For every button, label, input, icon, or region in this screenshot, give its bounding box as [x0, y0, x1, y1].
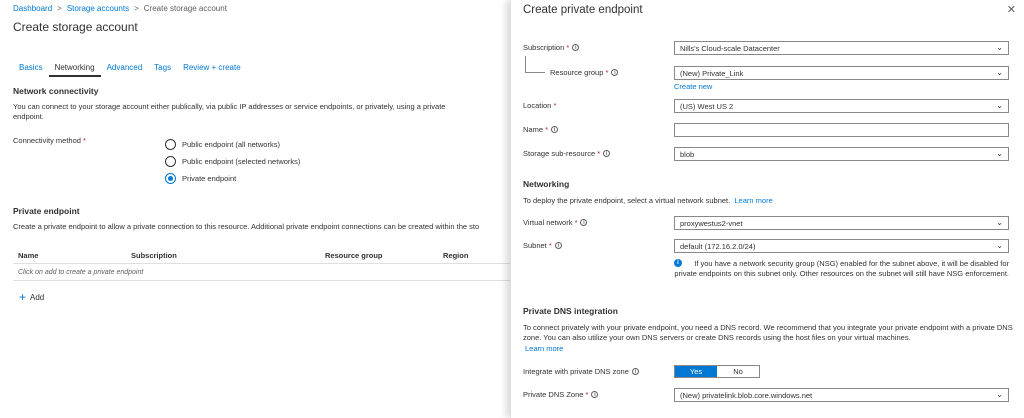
close-icon[interactable]: ✕: [1006, 4, 1016, 16]
networking-description: To deploy the private endpoint, select a virtual network subnet. Learn more: [523, 196, 773, 205]
breadcrumb-current: Create storage account: [143, 4, 227, 13]
tab-networking[interactable]: Networking: [49, 63, 101, 77]
info-icon[interactable]: i: [580, 219, 587, 226]
breadcrumb-separator: >: [57, 4, 62, 13]
info-icon[interactable]: i: [591, 391, 598, 398]
info-icon[interactable]: i: [603, 150, 610, 157]
subnet-dropdown[interactable]: [674, 239, 1009, 253]
tree-connector: [525, 56, 526, 72]
dropdown-value: (New) Private_Link: [680, 68, 744, 78]
info-icon[interactable]: i: [551, 126, 558, 133]
radio-label: Private endpoint: [182, 174, 237, 183]
private-dns-description: To connect privately with your private endpoint, you need a DNS record. We recommend that you integrate your private endpoint with a private DNS zone. You can also utilize your own DNS servers or create DNS records using the host files on your virtual machines.: [523, 323, 1013, 342]
dropdown-value: (US) West US 2: [680, 101, 734, 111]
chevron-down-icon: ⌄: [996, 101, 1003, 110]
virtual-network-label: Virtual network * i: [523, 218, 587, 227]
create-new-link[interactable]: Create new: [674, 82, 713, 91]
breadcrumb-dashboard[interactable]: Dashboard: [13, 4, 53, 13]
radio-circle-selected[interactable]: [165, 173, 176, 184]
add-label: Add: [30, 292, 45, 302]
radio-label: Public endpoint (selected networks): [182, 157, 301, 166]
info-icon[interactable]: i: [632, 368, 639, 375]
info-icon[interactable]: i: [555, 242, 562, 249]
radio-public-all[interactable]: [165, 136, 300, 153]
column-header-region: Region: [443, 251, 469, 260]
chevron-down-icon: ⌄: [996, 241, 1003, 250]
dropdown-value: proxywestus2-vnet: [680, 218, 743, 228]
radio-circle[interactable]: [165, 156, 176, 167]
network-connectivity-description: You can connect to your storage account either publically, via public IP addresses or service endpoints, or privately, using a private endpoint.: [13, 102, 446, 121]
table-empty-row: Click on add to create a private endpoint: [13, 264, 510, 281]
networking-title: Networking: [523, 179, 570, 189]
location-dropdown[interactable]: [674, 99, 1009, 113]
info-icon[interactable]: i: [572, 44, 579, 51]
radio-private-endpoint[interactable]: [165, 170, 300, 187]
required-mark: *: [83, 136, 86, 145]
name-input[interactable]: [674, 123, 1009, 137]
dns-learn-more-link[interactable]: Learn more: [525, 344, 564, 353]
dropdown-value: Nills's Cloud-scale Datacenter: [680, 43, 780, 53]
learn-more-link[interactable]: Learn more: [734, 196, 773, 205]
tab-review-create[interactable]: Review + create: [183, 63, 241, 72]
chevron-down-icon: ⌄: [996, 390, 1003, 399]
dropdown-value: default (172.16.2.0/24): [680, 241, 756, 251]
tree-connector: [525, 72, 545, 73]
resource-group-label: Resource group * i: [550, 68, 618, 77]
dropdown-value: (New) privatelink.blob.core.windows.net: [680, 390, 813, 400]
breadcrumb-separator: >: [134, 4, 139, 13]
subnet-label: Subnet * i: [523, 241, 562, 250]
column-header-name: Name: [18, 251, 39, 260]
panel-title: Create private endpoint: [523, 4, 643, 16]
radio-label: Public endpoint (all networks): [182, 140, 280, 149]
virtual-network-dropdown[interactable]: [674, 216, 1009, 230]
tab-tags[interactable]: Tags: [154, 63, 172, 72]
page-title: Create storage account: [13, 20, 138, 34]
dropdown-value: blob: [680, 149, 695, 159]
add-private-endpoint-button[interactable]: [19, 292, 44, 302]
private-endpoint-title: Private endpoint: [13, 206, 80, 216]
radio-circle[interactable]: [165, 139, 176, 150]
nsg-warning-text: If you have a network security group (NSG) enabled for the subnet above, it will be disabled for private endpoints on this subnet only. Other resources on the subnet will still have NSG enforcement.: [674, 259, 1009, 278]
table-header: [13, 248, 510, 264]
subscription-dropdown[interactable]: [674, 41, 1009, 55]
toggle-yes[interactable]: Yes: [675, 366, 717, 377]
tab-basics[interactable]: Basics: [19, 63, 43, 72]
connectivity-method-radios: [165, 136, 300, 187]
info-filled-icon: i: [674, 259, 682, 267]
connectivity-method-label: Connectivity method *: [13, 136, 86, 145]
private-dns-zone-dropdown[interactable]: [674, 388, 1009, 402]
location-label: Location *: [523, 101, 557, 110]
toggle-no[interactable]: No: [733, 367, 743, 376]
info-icon[interactable]: i: [611, 69, 618, 76]
integrate-dns-toggle[interactable]: [674, 365, 760, 378]
column-header-resource-group: Resource group: [325, 251, 383, 260]
chevron-down-icon: ⌄: [996, 43, 1003, 52]
private-dns-zone-label: Private DNS Zone * i: [523, 390, 598, 399]
plus-icon: +: [19, 290, 27, 304]
chevron-down-icon: ⌄: [996, 218, 1003, 227]
private-endpoint-table: [13, 248, 510, 281]
radio-public-selected[interactable]: [165, 153, 300, 170]
breadcrumb-storage-accounts[interactable]: Storage accounts: [66, 4, 130, 13]
network-connectivity-title: Network connectivity: [13, 86, 99, 96]
create-private-endpoint-panel: [510, 0, 1024, 418]
integrate-dns-label: Integrate with private DNS zone i: [523, 367, 639, 376]
column-header-subscription: Subscription: [131, 251, 177, 260]
private-dns-title: Private DNS integration: [523, 306, 618, 316]
name-label: Name * i: [523, 125, 558, 134]
subscription-label: Subscription * i: [523, 43, 579, 52]
storage-sub-resource-label: Storage sub-resource * i: [523, 149, 610, 158]
create-storage-account-page: [0, 0, 510, 418]
storage-sub-resource-dropdown[interactable]: [674, 147, 1009, 161]
chevron-down-icon: ⌄: [996, 149, 1003, 158]
tab-bar: [13, 63, 247, 77]
private-endpoint-description: Create a private endpoint to allow a private connection to this resource. Additional private endpoint connections can be created within the sto: [13, 222, 480, 231]
breadcrumb: [13, 4, 227, 13]
resource-group-dropdown[interactable]: [674, 66, 1009, 80]
chevron-down-icon: ⌄: [996, 68, 1003, 77]
tab-advanced[interactable]: Advanced: [106, 63, 143, 72]
